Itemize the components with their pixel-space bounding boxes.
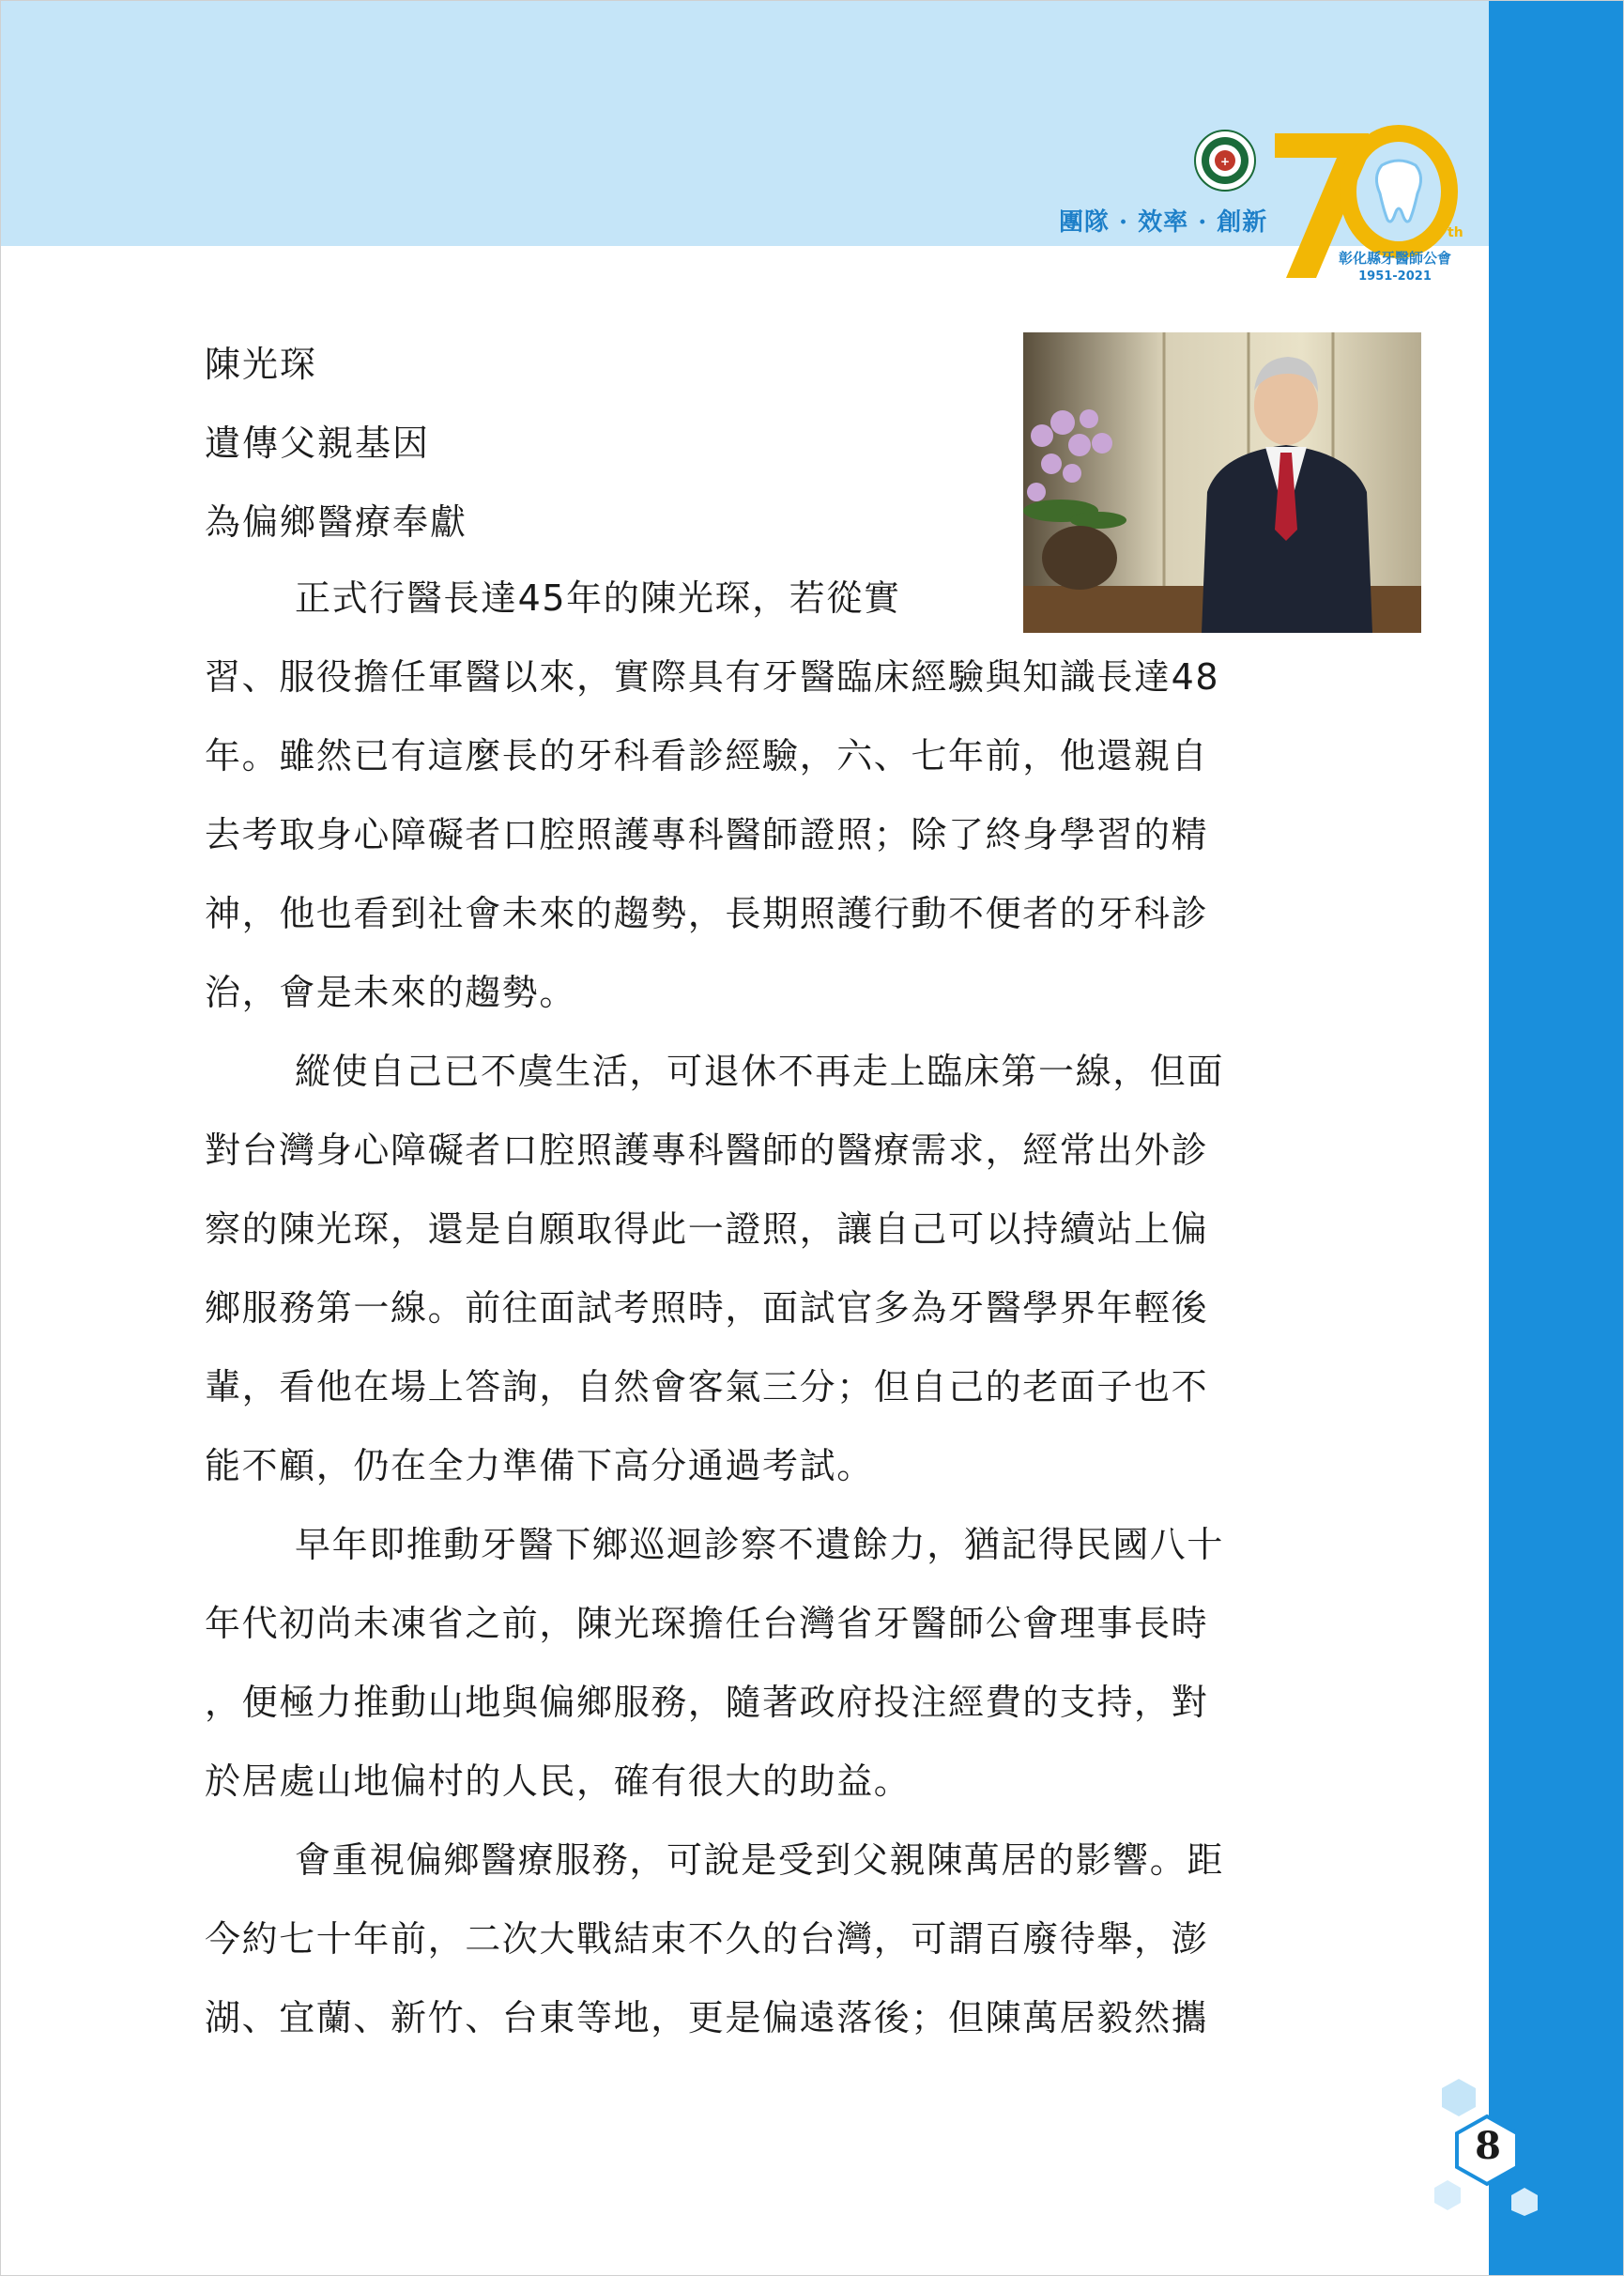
page-number: 8 bbox=[1475, 2124, 1501, 2168]
header-slogan: 團隊 · 效率 · 創新 bbox=[1059, 208, 1268, 237]
paragraph-line: 年代初尚未凍省之前，陳光琛擔任台灣省牙醫師公會理事長時 bbox=[205, 1603, 1209, 1644]
title-line: 遺傳父親基因 bbox=[205, 423, 431, 464]
paragraph-line: 習、服役擔任軍醫以來，實際具有牙醫臨床經驗與知識長達48 bbox=[205, 656, 1220, 698]
paragraph-line: 輩，看他在場上答詢，自然會客氣三分；但自己的老面子也不 bbox=[205, 1366, 1209, 1407]
title-line: 陳光琛 bbox=[205, 344, 318, 385]
paragraph-line: 鄉服務第一線。前往面試考照時，面試官多為牙醫學界年輕後 bbox=[205, 1287, 1209, 1329]
svg-text:+: + bbox=[1219, 155, 1231, 168]
article-body bbox=[205, 559, 1406, 2057]
anniversary-logo bbox=[1258, 120, 1464, 289]
paragraph-line: 能不顧，仍在全力準備下高分通過考試。 bbox=[205, 1445, 874, 1486]
paragraph-line: 去考取身心障礙者口腔照護專科醫師證照；除了終身學習的精 bbox=[205, 814, 1209, 855]
paragraph-line: 對台灣身心障礙者口腔照護專科醫師的醫療需求，經常出外診 bbox=[205, 1130, 1209, 1171]
anniversary-suffix: th bbox=[1448, 225, 1463, 240]
paragraph-line: 會重視偏鄉醫療服務，可說是受到父親陳萬居的影響。距 bbox=[295, 1839, 1225, 1881]
title-line: 為偏鄉醫療奉獻 bbox=[205, 501, 468, 543]
paragraph-line: 於居處山地偏村的人民，確有很大的助益。 bbox=[205, 1761, 912, 1802]
association-name: 彰化縣牙醫師公會 bbox=[1338, 250, 1452, 267]
paragraph-line: 神，他也看到社會未來的趨勢，長期照護行動不便者的牙科診 bbox=[205, 893, 1209, 934]
association-seal-logo bbox=[1194, 130, 1256, 192]
paragraph-line: ，便極力推動山地與偏鄉服務，隨著政府投注經費的支持，對 bbox=[205, 1682, 1209, 1723]
paragraph-line: 察的陳光琛，還是自願取得此一證照，讓自己可以持續站上偏 bbox=[205, 1208, 1209, 1250]
paragraph-line: 今約七十年前，二次大戰結束不久的台灣，可謂百廢待舉，澎 bbox=[205, 1918, 1209, 1960]
anniversary-years: 1951-2021 bbox=[1358, 269, 1432, 284]
paragraph-line: 治，會是未來的趨勢。 bbox=[205, 972, 577, 1013]
paragraph-line: 年。雖然已有這麼長的牙科看診經驗，六、七年前，他還親自 bbox=[205, 735, 1209, 777]
paragraph-line: 早年即推動牙醫下鄉巡迴診察不遺餘力，猶記得民國八十 bbox=[295, 1524, 1225, 1565]
paragraph-line: 縱使自己已不虞生活，可退休不再走上臨床第一線，但面 bbox=[295, 1051, 1225, 1092]
side-color-band bbox=[1489, 0, 1624, 2276]
paragraph-line: 湖、宜蘭、新竹、台東等地，更是偏遠落後；但陳萬居毅然攜 bbox=[205, 1997, 1209, 2038]
article-title bbox=[205, 325, 467, 561]
paragraph-line: 正式行醫長達45年的陳光琛，若從實 bbox=[295, 577, 901, 619]
